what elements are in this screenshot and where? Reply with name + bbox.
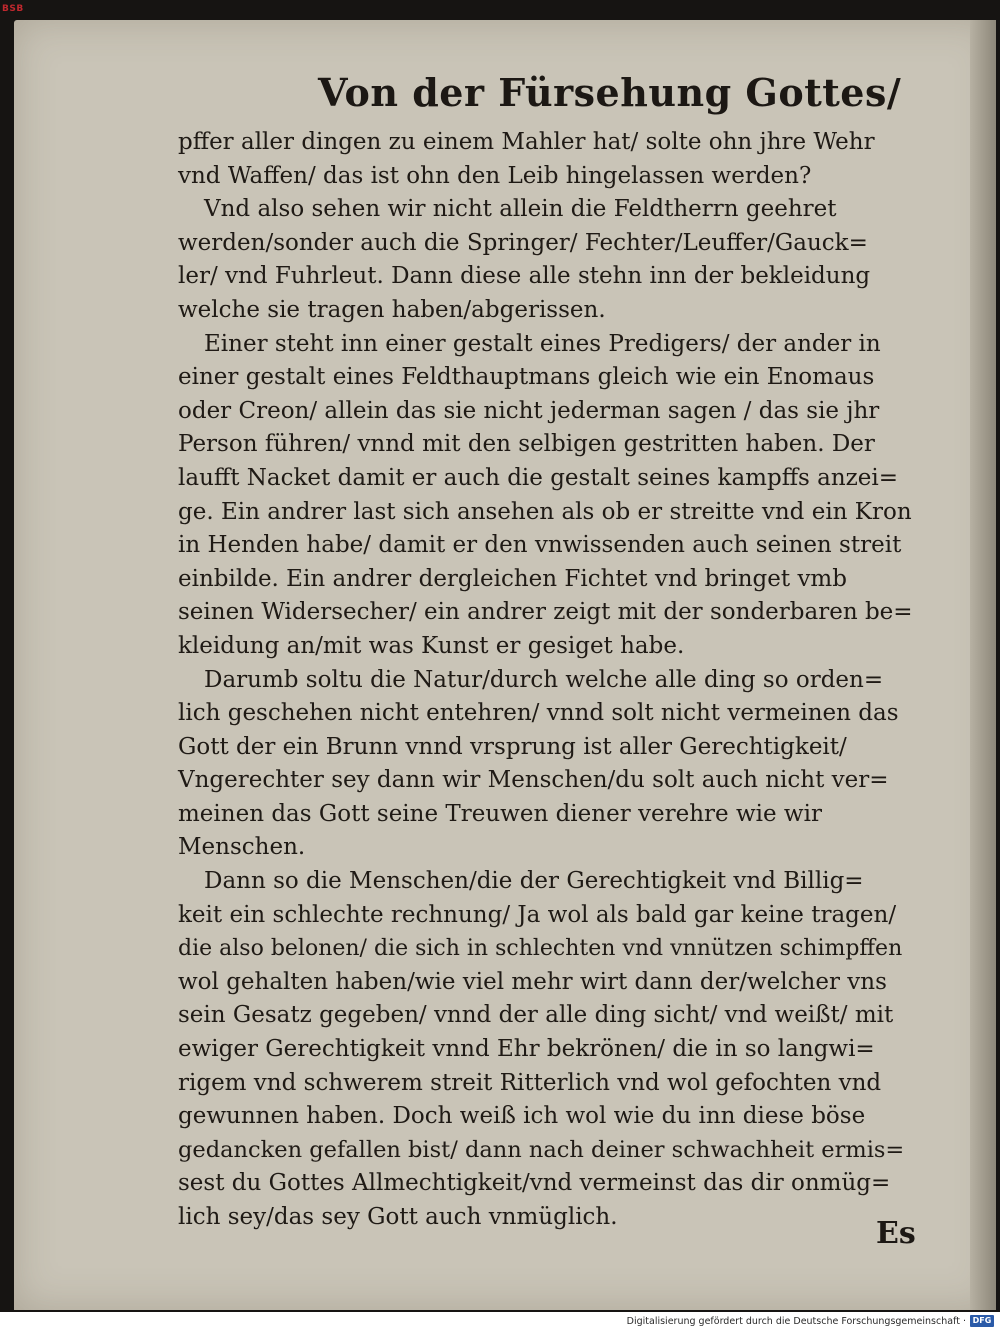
text-line: lich sey/das sey Gott auch vnmüglich. [178,1204,618,1230]
dfg-logo: DFG [970,1315,994,1327]
text-line: Menschen. [178,834,306,861]
text-line: sest du Gottes Allmechtigkeit/vnd vermeinst das dir onmüg= [178,1170,891,1197]
text-line: gewunnen haben. Doch weiß ich wol wie du inn diese böse [178,1103,866,1130]
text-line: gedancken gefallen bist/ dann nach deiner schwachheit ermis= [178,1136,905,1163]
text-line: vnd Waffen/ das ist ohn den Leib hingelassen werden? [178,162,812,189]
footer-credit: Digitalisierung gefördert durch die Deutsche Forschungsgemeinschaft · [626,1316,966,1327]
text-line: Vnd also sehen wir nicht allein die Feldtherrn geehret [204,196,837,223]
text-line: Darumb soltu die Natur/durch welche alle ding so orden= [204,666,884,693]
page-edge [970,20,996,1310]
text-line: einbilde. Ein andrer dergleichen Fichtet vnd bringet vmb [178,565,847,592]
text-line: laufft Nacket damit er auch die gestalt seines kampffs anzei= [178,464,899,491]
text-line: Einer steht inn einer gestalt eines Predigers/ der ander in [204,330,881,357]
text-line: Vngerechter sey dann wir Menschen/du solt auch nicht ver= [178,767,889,794]
text-line: die also belonen/ die sich in schlechten vnd vnnützen schimpffen [178,936,903,962]
text-line: einer gestalt eines Feldthauptmans gleich wie ein Enomaus [178,364,875,391]
footer-bar [0,1312,1000,1332]
text-line: keit ein schlechte rechnung/ Ja wol als bald gar keine tragen/ [178,901,897,928]
text-line: ler/ vnd Fuhrleut. Dann diese alle stehn inn der bekleidung [178,263,871,290]
text-line: seinen Widersecher/ ein andrer zeigt mit der sonderbaren be= [178,599,913,626]
text-line: in Henden habe/ damit er den vnwissenden auch seinen streit [178,532,902,559]
text-line: werden/sonder auch die Springer/ Fechter/Leuffer/Gauck= [178,229,868,256]
text-line: rigem vnd schwerem streit Ritterlich vnd wol gefochten vnd [178,1069,882,1096]
text-line: meinen das Gott seine Treuwen diener verehre wie wir [178,800,822,827]
catchword: Es [876,1216,916,1251]
text-line: ewiger Gerechtigkeit vnnd Ehr bekrönen/ die in so langwi= [178,1036,875,1063]
text-line: pffer aller dingen zu einem Mahler hat/ solte ohn jhre Wehr [178,129,875,155]
text-line: Person führen/ vnnd mit den selbigen gestritten haben. Der [178,431,875,458]
text-line: lich geschehen nicht entehren/ vnnd solt nicht vermeinen das [178,700,899,727]
text-block [178,126,918,1235]
text-line: ge. Ein andrer last sich ansehen als ob er streitte vnd ein Kron [178,498,912,525]
text-line: Dann so die Menschen/die der Gerechtigkeit vnd Billig= [204,868,864,895]
running-head: Von der Fürsehung Gottes/ [318,70,902,115]
text-line: Gott der ein Brunn vnnd vrsprung ist aller Gerechtigkeit/ [178,733,847,760]
bsb-logo: BSB [2,4,24,14]
text-line: wol gehalten haben/wie viel mehr wirt dann der/welcher vns [178,968,887,995]
text-line: oder Creon/ allein das sie nicht jederman sagen / das sie jhr [178,397,880,424]
text-line: welche sie tragen haben/abgerissen. [178,296,606,323]
text-line: sein Gesatz gegeben/ vnnd der alle ding sicht/ vnd weißt/ mit [178,1002,894,1029]
text-line: kleidung an/mit was Kunst er gesiget habe. [178,632,685,659]
